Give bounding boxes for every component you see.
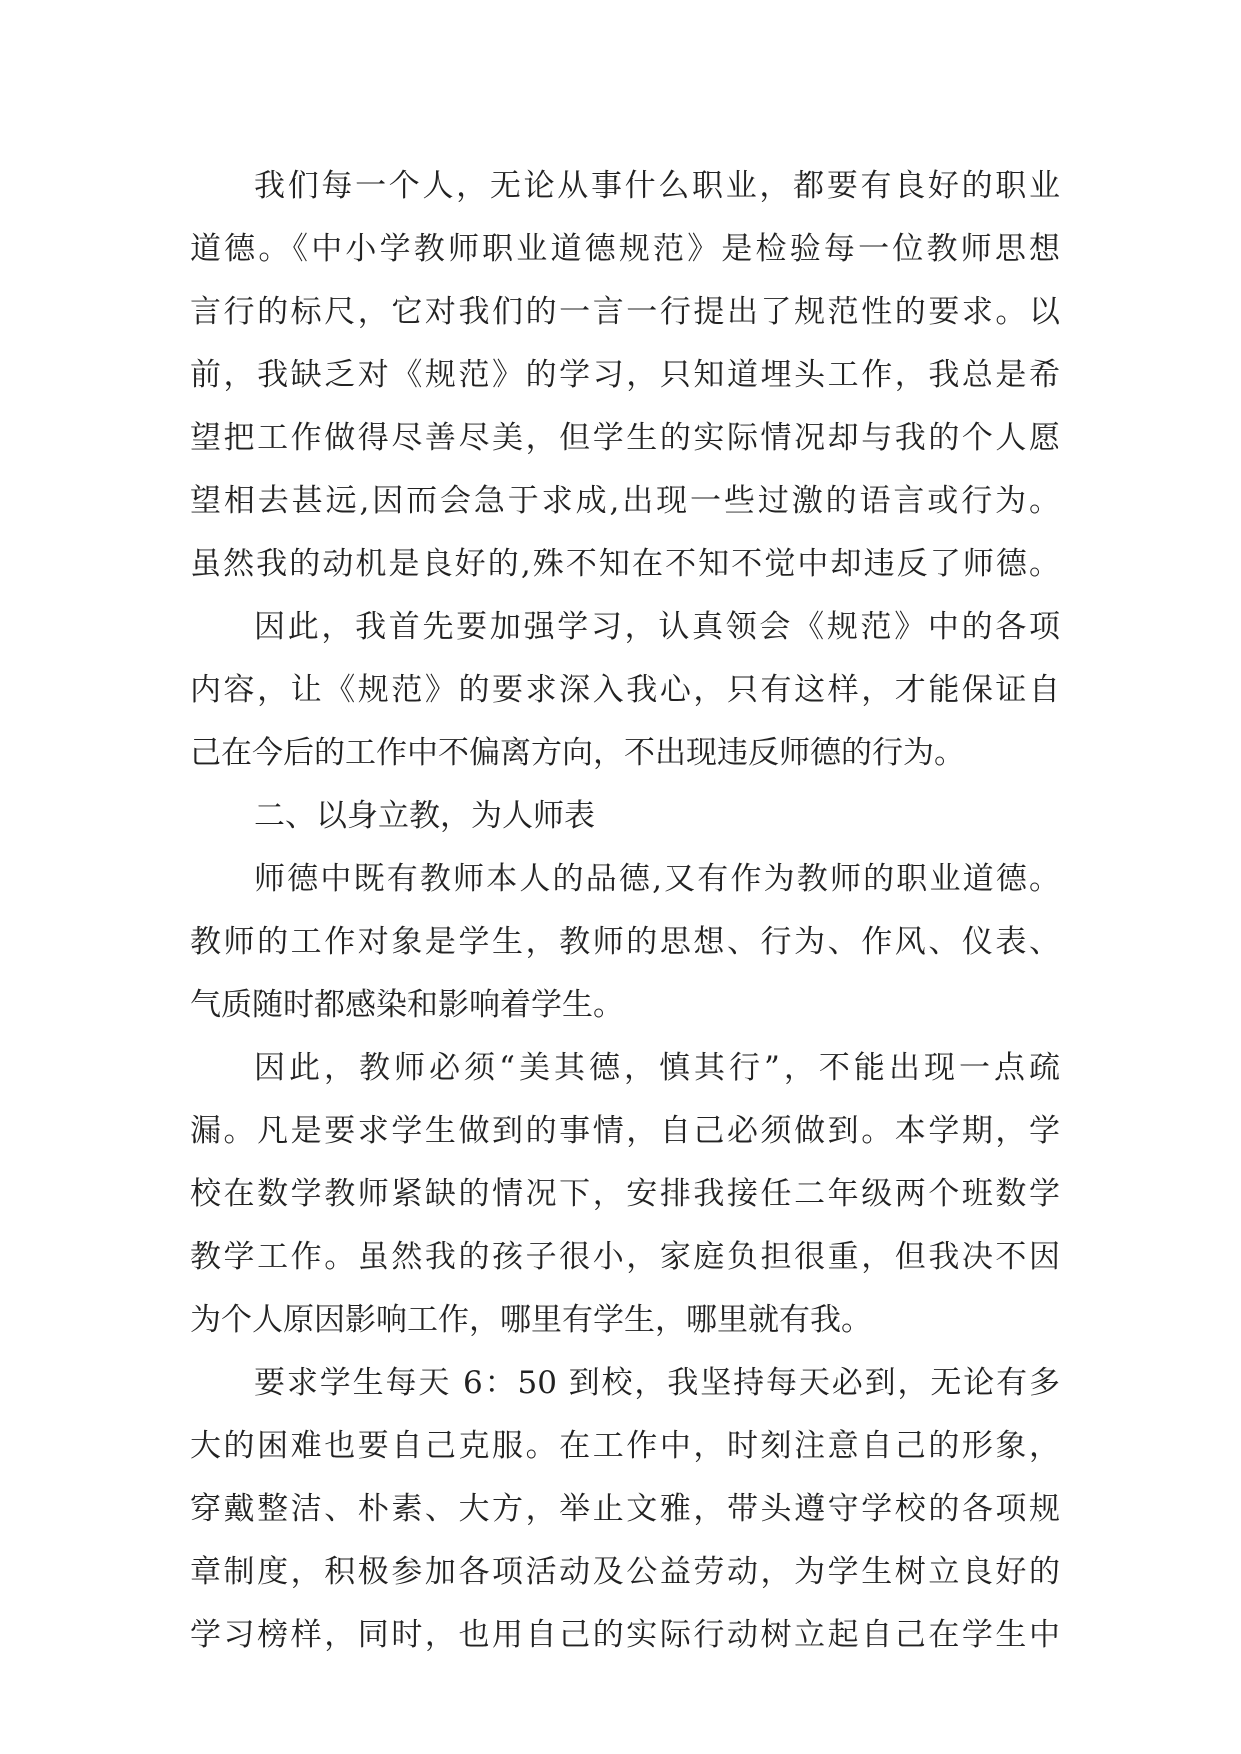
text-line: 教师的工作对象是学生，教师的思想、行为、作风、仪表、 xyxy=(190,924,1060,960)
text-line: 因此，教师必须“美其德，慎其行”，不能出现一点疏 xyxy=(254,1050,1060,1086)
text-line: 望把工作做得尽善尽美，但学生的实际情况却与我的个人愿 xyxy=(190,420,1060,456)
text-line: 大的困难也要自己克服。在工作中，时刻注意自己的形象， xyxy=(190,1428,1060,1464)
text-line: 道德。《中小学教师职业道德规范》是检验每一位教师思想 xyxy=(190,231,1060,267)
document-body xyxy=(190,155,1060,1667)
text-line: 要求学生每天 6：50 到校，我坚持每天必到，无论有多 xyxy=(254,1365,1060,1401)
text-line: 章制度，积极参加各项活动及公益劳动，为学生树立良好的 xyxy=(190,1554,1060,1590)
text-line: 前，我缺乏对《规范》的学习，只知道埋头工作，我总是希 xyxy=(190,357,1060,393)
text-line: 内容，让《规范》的要求深入我心，只有这样，才能保证自 xyxy=(190,672,1060,708)
text-line: 漏。凡是要求学生做到的事情，自己必须做到。本学期，学 xyxy=(190,1113,1060,1149)
text-line: 师德中既有教师本人的品德,又有作为教师的职业道德。 xyxy=(254,861,1060,897)
text-line: 望相去甚远,因而会急于求成,出现一些过激的语言或行为。 xyxy=(190,483,1060,519)
text-line: 教学工作。虽然我的孩子很小，家庭负担很重，但我决不因 xyxy=(190,1239,1060,1275)
text-line: 穿戴整洁、朴素、大方，举止文雅，带头遵守学校的各项规 xyxy=(190,1491,1060,1527)
text-line: 我们每一个人，无论从事什么职业，都要有良好的职业 xyxy=(254,168,1060,204)
text-line: 气质随时都感染和影响着学生。 xyxy=(190,987,624,1023)
text-line: 虽然我的动机是良好的,殊不知在不知不觉中却违反了师德。 xyxy=(190,546,1060,582)
text-line: 言行的标尺，它对我们的一言一行提出了规范性的要求。以 xyxy=(190,294,1060,330)
text-line: 校在数学教师紧缺的情况下，安排我接任二年级两个班数学 xyxy=(190,1176,1060,1212)
text-line: 学习榜样，同时，也用自己的实际行动树立起自己在学生中 xyxy=(190,1617,1060,1653)
text-line: 己在今后的工作中不偏离方向，不出现违反师德的行为。 xyxy=(190,735,965,771)
text-line: 因此，我首先要加强学习，认真领会《规范》中的各项 xyxy=(254,609,1060,645)
text-line: 二、以身立教，为人师表 xyxy=(254,798,595,834)
text-line: 为个人原因影响工作，哪里有学生，哪里就有我。 xyxy=(190,1302,872,1338)
